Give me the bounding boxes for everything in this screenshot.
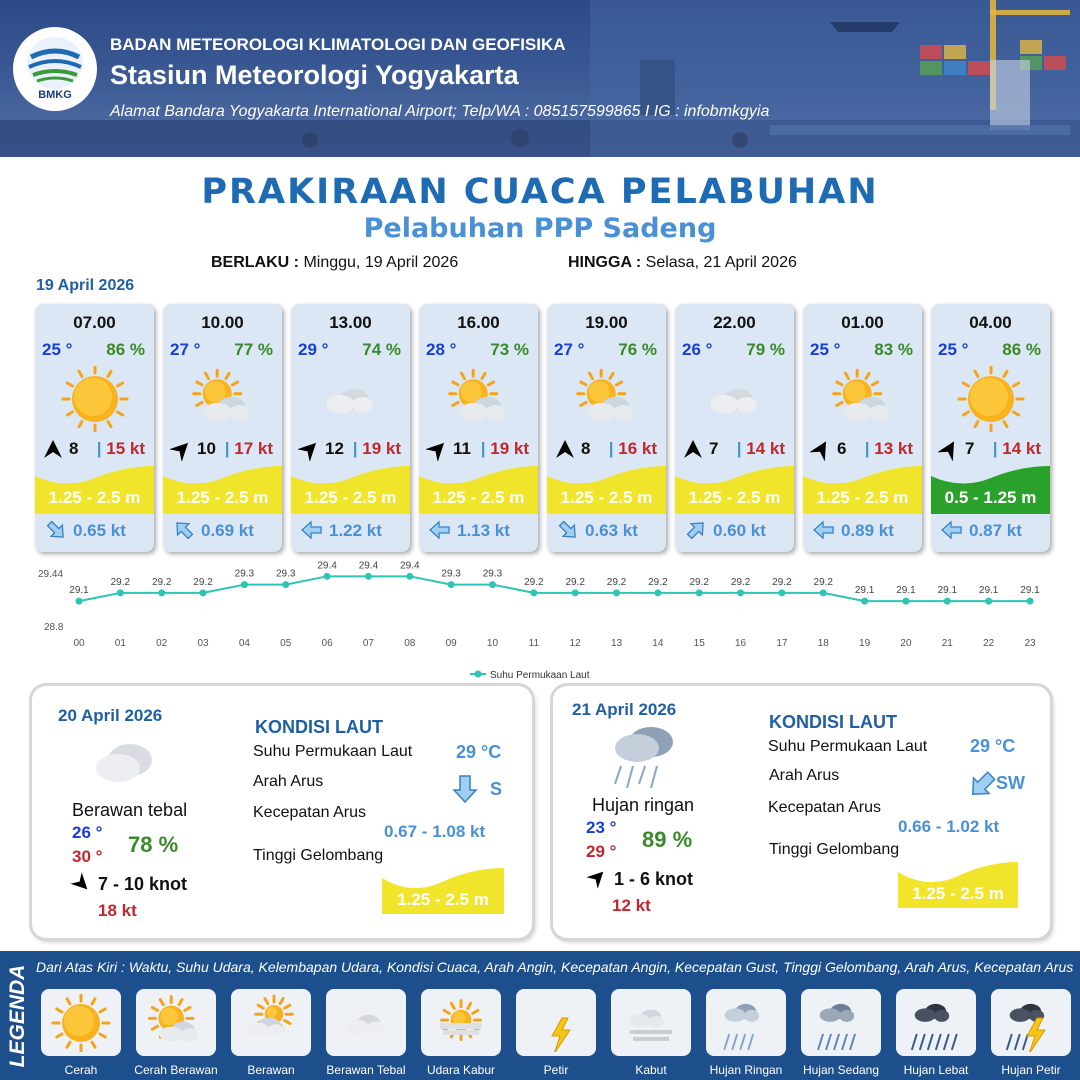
sst-data-point	[241, 581, 248, 588]
forecast-condition	[59, 366, 131, 432]
sst-data-label: 29.1	[937, 585, 958, 597]
forecast-temp: 25 °	[938, 340, 969, 359]
sst-data-point	[944, 598, 951, 605]
berawan-icon	[241, 994, 301, 1052]
day2-humidity: 78 %	[128, 832, 179, 857]
forecast-wind-speed: 10	[197, 439, 216, 458]
x-tick-label: 06	[321, 638, 333, 649]
forecast-time: 07.00	[73, 313, 116, 332]
forecast-card	[291, 304, 410, 552]
current-arrow-icon	[173, 519, 195, 541]
current-arrow-icon	[685, 519, 707, 541]
current-arrow-icon	[452, 774, 478, 804]
forecast-wave-height: 0.5 - 1.25 m	[944, 488, 1037, 507]
forecast-humidity: 74 %	[362, 340, 401, 359]
sst-data-label: 29.2	[772, 576, 792, 588]
forecast-humidity: 86 %	[106, 340, 145, 359]
sst-data-point	[324, 573, 331, 580]
forecast-wind-speed: 11	[453, 439, 471, 458]
day3-panel	[553, 686, 1050, 938]
wind-arrow-icon	[298, 439, 320, 461]
forecast-gust: | 19 kt	[352, 439, 401, 458]
forecast-wave-height: 1.25 - 2.5 m	[176, 488, 269, 507]
legend-item-label: Hujan Petir	[1001, 1063, 1061, 1077]
day3-wind: 1 - 6 knot	[614, 869, 694, 889]
forecast-temp: 26 °	[682, 340, 713, 359]
x-tick-label: 14	[652, 638, 664, 649]
forecast-humidity: 83 %	[874, 340, 913, 359]
legend-title: LEGENDA	[6, 964, 29, 1068]
page-subtitle: Pelabuhan PPP Sadeng	[363, 213, 717, 244]
berawan-tebal-icon	[90, 738, 160, 788]
forecast-wind-speed: 12	[325, 439, 344, 458]
petir-icon	[526, 994, 586, 1052]
forecast-condition	[443, 366, 515, 432]
sst-line-chart	[30, 560, 1050, 685]
legend-item	[326, 989, 406, 1056]
sst-data-point	[778, 589, 785, 596]
sst-data-label: 29.1	[896, 585, 916, 597]
valid-to-value: Selasa, 21 April 2026	[645, 254, 797, 271]
sst-data-label: 29.4	[400, 560, 420, 572]
forecast-wind-speed: 7	[709, 439, 719, 458]
sst-data-label: 29.1	[69, 585, 89, 597]
valid-to	[568, 254, 797, 272]
forecast-wave-height: 1.25 - 2.5 m	[816, 488, 909, 507]
cerah-icon	[59, 366, 131, 432]
wind-arrow-icon	[42, 439, 64, 461]
day2-wave-value: 1.25 - 2.5 m	[397, 890, 489, 909]
forecast-gust: | 19 kt	[480, 439, 529, 458]
forecast-time: 01.00	[841, 313, 884, 332]
legend-item-label: Hujan Lebat	[903, 1063, 969, 1077]
sst-data-label: 29.3	[276, 568, 296, 580]
x-tick-label: 21	[941, 638, 953, 649]
station-address: Alamat Bandara Yogyakarta International Airport; Telp/WA : 085157599865 I IG : infobmkgyia	[110, 103, 770, 120]
forecast-condition	[571, 366, 643, 432]
forecast-time: 13.00	[329, 313, 372, 332]
valid-to-label: HINGGA :	[568, 254, 642, 271]
sst-data-point	[406, 573, 413, 580]
day3-wave-label: Tinggi Gelombang	[769, 841, 900, 858]
forecast-wind-speed: 6	[837, 439, 847, 458]
forecast-card	[675, 304, 794, 552]
day2-temp-max: 30 °	[72, 847, 103, 866]
cerah-berawan-icon	[146, 994, 206, 1052]
sst-data-point	[76, 598, 83, 605]
sst-data-point	[489, 581, 496, 588]
x-tick-label: 12	[569, 638, 581, 649]
sst-data-point	[654, 589, 661, 596]
x-tick-label: 16	[735, 638, 747, 649]
day3-dir-label: Arah Arus	[769, 767, 840, 784]
cerah-icon	[51, 994, 111, 1052]
valid-from	[211, 254, 458, 272]
day2-speed-label: Kecepatan Arus	[253, 804, 366, 821]
chart-legend-label: Suhu Permukaan Laut	[490, 670, 590, 681]
valid-from-label: BERLAKU :	[211, 254, 299, 271]
legend-item-label: Udara Kabur	[426, 1063, 496, 1077]
sst-data-label: 29.2	[813, 576, 833, 588]
x-tick-label: 00	[73, 638, 85, 649]
sst-data-point	[530, 589, 537, 596]
forecast-wave-height: 1.25 - 2.5 m	[560, 488, 653, 507]
sst-data-label: 29.2	[524, 576, 544, 588]
x-tick-label: 17	[776, 638, 788, 649]
day2-condition: Berawan tebal	[72, 800, 188, 820]
sst-data-point	[985, 598, 992, 605]
day2-gust: 18 kt	[98, 901, 137, 920]
forecast-temp: 25 °	[42, 340, 73, 359]
x-tick-label: 22	[983, 638, 995, 649]
udara-kabur-icon	[431, 994, 491, 1052]
day3-sst-label: Suhu Permukaan Laut	[768, 738, 928, 755]
day3-gust: 12 kt	[612, 896, 651, 915]
forecast-card	[35, 304, 154, 552]
legend	[0, 951, 1080, 1080]
forecast-time: 04.00	[969, 313, 1012, 332]
sst-data-point	[861, 598, 868, 605]
cerah-berawan-icon	[571, 366, 643, 432]
wind-arrow-icon	[554, 439, 576, 461]
wind-arrow-icon	[938, 439, 960, 461]
legend-item-label: Hujan Ringan	[709, 1063, 783, 1077]
legend-description: Dari Atas Kiri : Waktu, Suhu Udara, Kelembapan Udara, Kondisi Cuaca, Arah Angin, Kecepatan Angin, Kecepatan Gust, Tinggi Gelombang, Arah Arus, Kecepatan Arus	[36, 959, 1074, 975]
x-tick-label: 07	[362, 638, 374, 649]
day2-wind: 7 - 10 knot	[98, 874, 188, 894]
wind-arrow-icon	[682, 439, 704, 461]
sst-data-point	[158, 589, 165, 596]
cerah-berawan-icon	[187, 366, 259, 432]
day2-sst-label: Suhu Permukaan Laut	[253, 743, 413, 760]
forecast-current-speed: 1.13 kt	[457, 521, 510, 540]
forecast-gust: | 17 kt	[224, 439, 273, 458]
sst-data-point	[448, 581, 455, 588]
sst-data-label: 29.1	[854, 585, 875, 597]
cerah-berawan-icon	[443, 366, 515, 432]
forecast-humidity: 77 %	[234, 340, 273, 359]
sst-data-point	[572, 589, 579, 596]
legend-item	[896, 989, 976, 1056]
day3-sea-heading: KONDISI LAUT	[769, 712, 897, 732]
day2-sea-heading: KONDISI LAUT	[255, 717, 383, 737]
forecast-temp: 27 °	[554, 340, 585, 359]
forecast-current-speed: 1.22 kt	[329, 521, 382, 540]
day3-speed-label: Kecepatan Arus	[768, 799, 881, 816]
hujan-ringan-icon	[716, 994, 776, 1052]
current-arrow-icon	[45, 519, 67, 541]
day3-humidity: 89 %	[642, 827, 693, 852]
day2-temp-min: 26 °	[72, 823, 103, 842]
forecast-card	[803, 304, 922, 552]
current-arrow-icon	[557, 519, 579, 541]
berawan-tebal-icon	[336, 994, 396, 1052]
berawan-tebal-icon	[315, 366, 387, 432]
sst-data-label: 29.4	[317, 560, 337, 572]
forecast-humidity: 73 %	[490, 340, 529, 359]
legend-item	[136, 989, 216, 1056]
legend-item	[516, 989, 596, 1056]
day2-dir-value: S	[490, 779, 503, 799]
day2-date: 20 April 2026	[58, 706, 163, 725]
forecast-condition	[315, 366, 387, 432]
kabut-icon	[621, 994, 681, 1052]
x-tick-label: 03	[197, 638, 209, 649]
day3-dir-value: SW	[996, 773, 1025, 793]
sst-data-label: 29.3	[234, 568, 255, 580]
day3-condition: Hujan ringan	[592, 795, 695, 815]
legend-item	[991, 989, 1071, 1056]
day3-date: 21 April 2026	[572, 700, 677, 719]
day3-temp-max: 29 °	[586, 842, 617, 861]
forecast-temp: 25 °	[810, 340, 841, 359]
sst-series-line	[79, 576, 1030, 601]
legend-item-label: Cerah	[64, 1063, 98, 1077]
sst-data-label: 29.2	[193, 576, 213, 588]
sst-data-label: 29.3	[441, 568, 461, 580]
bmkg-logo	[13, 27, 97, 111]
forecast-gust: | 14 kt	[736, 439, 785, 458]
x-tick-label: 04	[238, 638, 250, 649]
sst-data-label: 29.2	[648, 576, 668, 588]
day2-wave-label: Tinggi Gelombang	[253, 847, 384, 864]
valid-from-value: Minggu, 19 April 2026	[303, 254, 459, 271]
current-arrow-icon	[301, 519, 323, 541]
current-arrow-icon	[429, 519, 451, 541]
sst-data-point	[365, 573, 372, 580]
x-tick-label: 20	[900, 638, 912, 649]
x-tick-label: 23	[1024, 638, 1036, 649]
sst-data-point	[613, 589, 620, 596]
forecast-current-speed: 0.87 kt	[969, 521, 1022, 540]
forecast-humidity: 86 %	[1002, 340, 1041, 359]
x-tick-label: 10	[486, 638, 499, 649]
legend-item-label: Petir	[543, 1063, 569, 1077]
wind-arrow-icon	[810, 439, 832, 461]
forecast-temp: 27 °	[170, 340, 201, 359]
forecast-time: 10.00	[201, 313, 244, 332]
forecast-condition	[827, 366, 899, 432]
forecast-current-speed: 0.60 kt	[713, 521, 766, 540]
current-arrow-icon	[941, 519, 963, 541]
forecast-condition	[955, 366, 1027, 432]
sst-data-label: 29.3	[482, 568, 503, 580]
legend-item	[611, 989, 691, 1056]
x-tick-label: 02	[156, 638, 168, 649]
legend-item-label: Hujan Sedang	[802, 1063, 880, 1077]
x-tick-label: 05	[280, 638, 292, 649]
x-tick-label: 18	[817, 638, 829, 649]
hujan-lebat-icon	[906, 994, 966, 1052]
legend-item	[231, 989, 311, 1056]
forecast-time: 16.00	[457, 313, 500, 332]
berawan-tebal-icon	[699, 366, 771, 432]
day2-speed-value: 0.67 - 1.08 kt	[384, 822, 486, 841]
forecast-wind-speed: 7	[965, 439, 975, 458]
forecast-current-speed: 0.63 kt	[585, 521, 638, 540]
sst-data-label: 29.1	[1020, 585, 1040, 597]
forecast-time: 19.00	[585, 313, 628, 332]
forecast-condition	[187, 366, 259, 432]
sst-data-label: 29.2	[565, 576, 585, 588]
day2-dir-label: Arah Arus	[253, 773, 324, 790]
forecast-wind-speed: 8	[69, 439, 79, 458]
wind-arrow-icon	[70, 872, 92, 894]
forecast-wind-speed: 8	[581, 439, 591, 458]
legend-item	[41, 989, 121, 1056]
x-tick-label: 19	[859, 638, 871, 649]
legend-item	[706, 989, 786, 1056]
legend-item-label: Kabut	[635, 1063, 667, 1077]
day3-speed-value: 0.66 - 1.02 kt	[898, 817, 1000, 836]
forecast-humidity: 76 %	[618, 340, 657, 359]
day2-sst-value: 29 °C	[456, 742, 502, 762]
cerah-berawan-icon	[827, 366, 899, 432]
org-name: BADAN METEOROLOGI KLIMATOLOGI DAN GEOFISIKA	[110, 35, 566, 54]
x-tick-label: 13	[610, 638, 623, 649]
forecast-card	[419, 304, 538, 552]
station-name: Stasiun Meteorologi Yogyakarta	[110, 60, 519, 90]
sst-data-label: 29.2	[730, 576, 751, 588]
sst-data-point	[820, 589, 827, 596]
sst-data-point	[902, 598, 909, 605]
legend-item-label: Cerah Berawan	[134, 1063, 218, 1077]
forecast-gust: | 13 kt	[864, 439, 913, 458]
forecast-current-speed: 0.89 kt	[841, 521, 894, 540]
sst-data-point	[1027, 598, 1034, 605]
sst-data-point	[737, 589, 744, 596]
forecast-card	[163, 304, 282, 552]
logo-text: BMKG	[38, 89, 72, 101]
forecast-condition	[699, 366, 771, 432]
wind-arrow-icon	[170, 439, 192, 461]
page-title: PRAKIRAAN CUACA PELABUHAN	[201, 172, 879, 212]
legend-item-label: Berawan	[247, 1063, 295, 1077]
forecast-wave-height: 1.25 - 2.5 m	[48, 488, 141, 507]
forecast-gust: | 16 kt	[608, 439, 657, 458]
legend-side-tab	[4, 956, 30, 1076]
forecast-time: 22.00	[713, 313, 756, 332]
sst-data-label: 29.2	[606, 576, 627, 588]
forecast-temp: 28 °	[426, 340, 457, 359]
current-arrow-icon	[813, 519, 835, 541]
y-tick-label: 29.44	[38, 569, 64, 580]
day1-date: 19 April 2026	[36, 277, 135, 294]
x-tick-label: 11	[528, 638, 540, 649]
sst-data-point	[117, 589, 124, 596]
forecast-wave-height: 1.25 - 2.5 m	[688, 488, 781, 507]
x-tick-label: 08	[404, 638, 416, 649]
legend-point-swatch	[475, 671, 482, 678]
y-tick-label: 28.8	[44, 622, 64, 633]
day2-panel	[32, 686, 532, 938]
forecast-gust: | 14 kt	[992, 439, 1041, 458]
current-arrow-icon	[967, 770, 997, 800]
forecast-current-speed: 0.65 kt	[73, 521, 126, 540]
forecast-card	[931, 304, 1050, 552]
sst-data-label: 29.2	[151, 576, 172, 588]
forecast-gust: | 15 kt	[96, 439, 145, 458]
sst-data-label: 29.1	[978, 585, 999, 597]
x-tick-label: 01	[114, 638, 126, 649]
cerah-icon	[955, 366, 1027, 432]
forecast-humidity: 79 %	[746, 340, 785, 359]
hujan-sedang-icon	[811, 994, 871, 1052]
legend-item	[421, 989, 501, 1056]
sst-data-point	[696, 589, 703, 596]
sst-data-point	[200, 589, 207, 596]
x-tick-label: 09	[445, 638, 457, 649]
forecast-current-speed: 0.69 kt	[201, 521, 254, 540]
wind-arrow-icon	[586, 867, 608, 889]
day3-temp-min: 23 °	[586, 818, 617, 837]
wind-arrow-icon	[426, 439, 448, 461]
hujan-ringan-icon	[609, 724, 679, 794]
forecast-wave-height: 1.25 - 2.5 m	[432, 488, 525, 507]
hujan-petir-icon	[1001, 994, 1061, 1052]
sst-data-label: 29.2	[689, 576, 709, 588]
day3-wave-value: 1.25 - 2.5 m	[912, 884, 1004, 903]
sst-data-label: 29.2	[110, 576, 131, 588]
forecast-wave-height: 1.25 - 2.5 m	[304, 488, 397, 507]
day3-sst-value: 29 °C	[970, 736, 1016, 756]
forecast-card	[547, 304, 666, 552]
legend-item-label: Berawan Tebal	[326, 1063, 406, 1077]
forecast-temp: 29 °	[298, 340, 329, 359]
x-tick-label: 15	[693, 638, 705, 649]
header-banner	[0, 0, 1080, 157]
sst-data-point	[282, 581, 289, 588]
legend-item	[801, 989, 881, 1056]
sst-data-label: 29.4	[358, 560, 379, 572]
